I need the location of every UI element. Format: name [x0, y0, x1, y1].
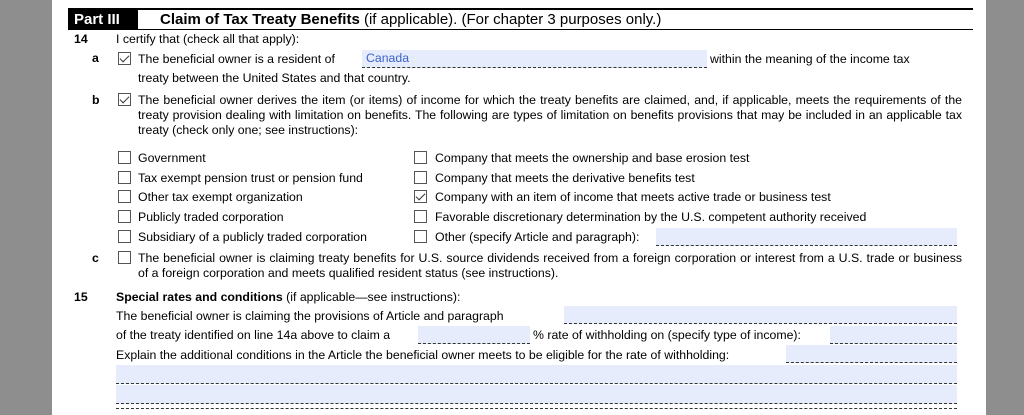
lob-ownership-test-label: Company that meets the ownership and base erosion test [435, 151, 750, 165]
line-14a-letter: a [92, 51, 99, 65]
lob-other-checkbox[interactable] [414, 230, 427, 243]
lob-public-corp-checkbox[interactable] [118, 210, 131, 223]
article-paragraph-field[interactable] [564, 306, 957, 324]
line-14-number: 14 [74, 32, 88, 46]
line-15-row1-text: The beneficial owner is claiming the provisions of Article and paragraph [116, 309, 504, 323]
lob-other-label: Other (specify Article and paragraph): [435, 230, 640, 244]
country-of-residence-field[interactable]: Canada [362, 50, 707, 68]
lob-discretionary-label: Favorable discretionary determination by the U.S. competent authority received [435, 210, 867, 224]
lob-government-label: Government [138, 151, 206, 165]
line-14a-text-after: within the meaning of the income tax [710, 52, 910, 66]
lob-active-trade-label: Company with an item of income that meets active trade or business test [435, 190, 831, 204]
lob-other-article-field[interactable] [656, 228, 957, 246]
conditions-field-line1[interactable] [786, 345, 957, 363]
part-title-bold: Claim of Tax Treaty Benefits [160, 11, 360, 28]
line-14b-letter: b [92, 93, 100, 107]
part-title-rest: (if applicable). (For chapter 3 purposes only.) [359, 11, 662, 28]
lob-tax-exempt-label: Other tax exempt organization [138, 190, 303, 204]
conditions-field-line2[interactable] [116, 365, 957, 384]
line-15-row3-text: Explain the additional conditions in the Article the beneficial owner meets to be eligible for the rate of withholding: [116, 348, 730, 362]
lob-derivative-test-label: Company that meets the derivative benefits test [435, 171, 695, 185]
line-15-row2-after: % rate of withholding on (specify type of income): [533, 328, 801, 342]
conditions-field-line4[interactable] [116, 408, 957, 409]
line-15-row2-before: of the treaty identified on line 14a above to claim a [116, 328, 391, 342]
income-type-field[interactable] [830, 326, 957, 344]
form-page [52, 0, 986, 415]
lob-derivative-test-checkbox[interactable] [414, 171, 427, 184]
line-15-title-rest: (if applicable—see instructions): [282, 290, 461, 304]
lob-discretionary-checkbox[interactable] [414, 210, 427, 223]
line-14b-text: The beneficial owner derives the item (or items) of income for which the treaty benefits are claimed, and, if applicable, meets the requirements of the treaty provision dealing with limitation on benefits. The following are types of limitation on benefits provisions that may be included in an applicable tax treaty (check only one; see instructions): [138, 93, 962, 137]
part-title [160, 10, 661, 29]
line-14a-text-line2: treaty between the United States and that country. [138, 71, 411, 85]
lob-subsidiary-checkbox[interactable] [118, 230, 131, 243]
lob-active-trade-checkbox[interactable] [414, 190, 427, 203]
lob-public-corp-label: Publicly traded corporation [138, 210, 284, 224]
lob-pension-checkbox[interactable] [118, 171, 131, 184]
lob-pension-label: Tax exempt pension trust or pension fund [138, 171, 363, 185]
line-14c-letter: c [92, 251, 99, 265]
lob-government-checkbox[interactable] [118, 151, 131, 164]
lob-ownership-test-checkbox[interactable] [414, 151, 427, 164]
part-tag: Part III [68, 10, 138, 29]
line-15-title-bold: Special rates and conditions [116, 290, 283, 304]
line-14c-text: The beneficial owner is claiming treaty benefits for U.S. source dividends received from a foreign corporation or interest from a U.S. trade or business of a foreign corporation and meets qualified resident status (see instructions). [138, 251, 962, 280]
lob-tax-exempt-checkbox[interactable] [118, 190, 131, 203]
line-14a-text-before: The beneficial owner is a resident of [138, 52, 335, 66]
line-14-intro: I certify that (check all that apply): [116, 32, 300, 46]
withholding-rate-field[interactable] [418, 326, 530, 344]
lob-subsidiary-label: Subsidiary of a publicly traded corporation [138, 230, 367, 244]
conditions-field-line3[interactable] [116, 385, 957, 404]
line-14a-checkbox[interactable] [118, 52, 131, 65]
line-15-title [116, 290, 460, 305]
line-15-number: 15 [74, 290, 88, 304]
line-14b-checkbox[interactable] [118, 93, 131, 106]
line-14c-checkbox[interactable] [118, 251, 131, 264]
header-rule [68, 29, 973, 30]
